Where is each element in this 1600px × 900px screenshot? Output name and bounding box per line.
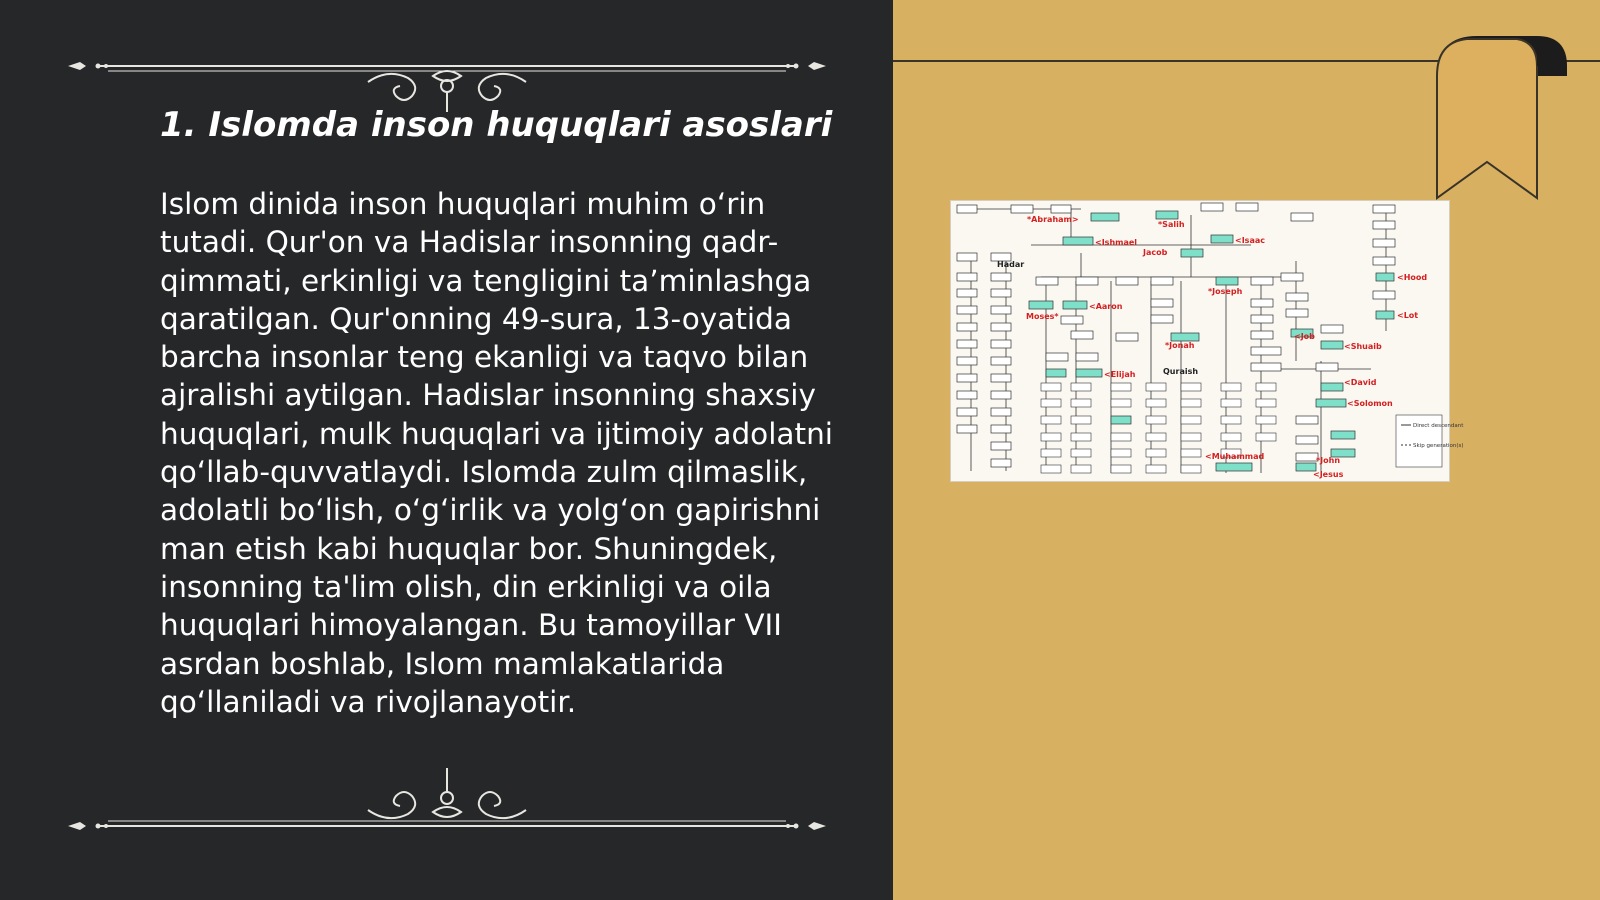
slide-body-text: Islom dinida inson huquqlari muhim o‘rin tutadi. Qur'on va Hadislar insonning qadr-qimmati, erkinligi va tengligini ta’minlashga qaratilgan. Qur'onning 49-sura, 13-oyatida barcha insonlar teng ekanligi va taqvo bilan ajralishi aytilgan. Hadislar insonning shaxsiy huquqlari, mulk huquqlari va ijtimoiy adolatni qo‘llab-quvvatlaydi. Islomda zulm qilmaslik, adolatli bo‘lish, o‘g‘irlik va yolg‘on gapirishni man etish kabi huquqlar bor. Shuningdek, insonning ta'lim olish, din erkinligi va oila huquqlari himoyalangan. Bu tamoyillar VII asrdan boshlab, Islom mamlakatlarida qo‘llaniladi va rivojlanayotir. [160,187,833,719]
svg-text:*John: *John [1316,456,1341,465]
svg-text:<Muhammad: <Muhammad [1205,452,1265,461]
top-ornament-divider [68,52,826,112]
bottom-ornament-divider [68,768,826,828]
svg-text:Skip generation(s): Skip generation(s) [1413,443,1464,449]
svg-text:<Aaron: <Aaron [1089,302,1123,311]
svg-text:Direct descendant: Direct descendant [1413,423,1464,429]
svg-text:*Jonah: *Jonah [1165,341,1195,350]
svg-text:Jacob: Jacob [1143,248,1168,257]
svg-text:*Abraham>: *Abraham> [1027,215,1079,224]
prophets-family-tree-image [950,200,1464,482]
slide-title: 1. Islomda inson huquqlari asoslari [160,105,833,145]
svg-text:<Shuaib: <Shuaib [1344,342,1382,351]
svg-text:<Job: <Job [1294,332,1315,341]
bookmark-ribbon-icon [1437,36,1567,198]
svg-text:*Joseph: *Joseph [1208,287,1243,296]
svg-text:Moses*: Moses* [1026,312,1059,321]
svg-text:<Elijah: <Elijah [1104,370,1136,379]
svg-text:<Lot: <Lot [1397,311,1419,320]
svg-text:<Ishmael: <Ishmael [1095,238,1138,247]
svg-text:Quraish: Quraish [1163,367,1199,376]
svg-text:Hadar: Hadar [997,260,1025,269]
svg-text:<Solomon: <Solomon [1347,399,1393,408]
svg-text:<David: <David [1344,378,1377,387]
svg-text:<Hood: <Hood [1397,273,1428,282]
svg-text:<Isaac: <Isaac [1235,236,1265,245]
svg-text:<Jesus: <Jesus [1313,470,1344,479]
svg-text:*Salih: *Salih [1158,220,1185,229]
